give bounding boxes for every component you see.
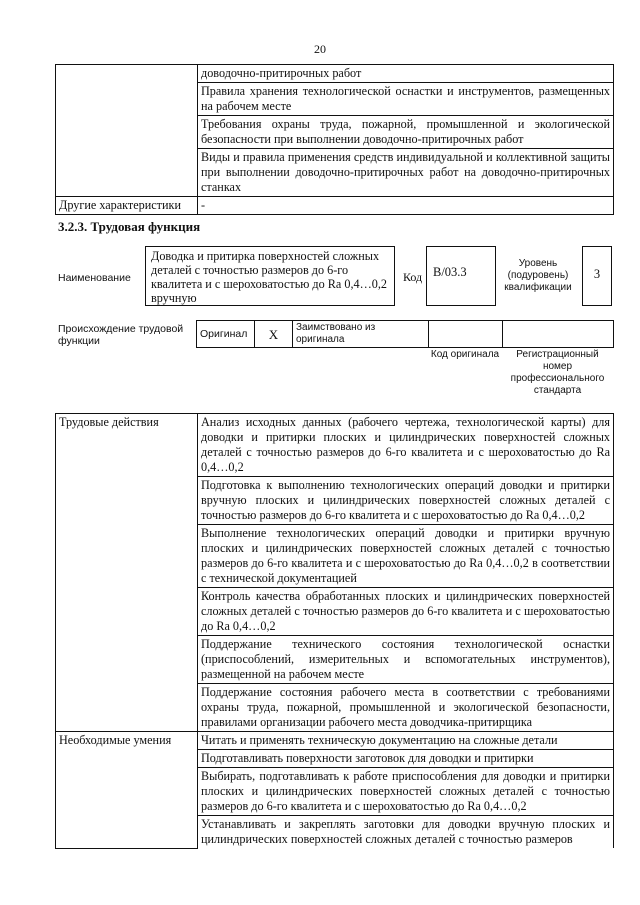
original-label: Оригинал [197,321,255,348]
action-item: Поддержание состояния рабочего места в соответствии с требованиями охраны труда, пожарной, промышленной и экологической безопасности, правилами организации рабочего места доводчика-притирщика [198,684,614,732]
original-mark: X [255,321,293,348]
code-caption: Код оригинала [430,349,500,360]
name-label: Наименование [58,272,131,284]
origin-table [196,320,614,348]
registration-number-cell [503,321,614,348]
top-table-left-cell [56,65,198,197]
function-name: Доводка и притирка поверхностей сложных деталей с точностью размеров до 6-го квалитета и с шероховатостью до Ra 0,4…0,2 вручную [145,246,395,306]
original-code-cell [429,321,503,348]
origin-label: Происхождение трудовой функции [58,323,184,347]
main-table [55,413,614,849]
action-item: Подготовка к выполнению технологических операций доводки и притирки вручную плоских и цилиндрических поверхностей сложных деталей с точностью размеров до 6-го квалитета и с шероховатостью до Ra 0,4…0,2 [198,477,614,525]
skill-item: Читать и применять техническую документацию на сложные детали [198,732,614,750]
other-characteristics-value: - [198,197,614,215]
top-table-row: доводочно-притирочных работ [198,65,614,83]
skill-item: Подготавливать поверхности заготовок для доводки и притирки [198,750,614,768]
section-title: 3.2.3. Трудовая функция [58,219,201,234]
top-table-row: Правила хранения технологической оснастки и инструментов, размещенных на рабочем месте [198,83,614,116]
qualification-level: 3 [582,246,612,306]
skill-item: Устанавливать и закреплять заготовки для доводки вручную плоских и цилиндрических поверхностей сложных деталей с точностью размеров [198,816,614,849]
other-characteristics-label: Другие характеристики [56,197,198,215]
function-code: B/03.3 [426,246,496,306]
page-number: 20 [314,42,326,56]
action-item: Выполнение технологических операций доводки и притирки вручную плоских и цилиндрических поверхностей сложных деталей с точностью размеров до 6-го квалитета и с шероховатостью до Ra 0,4…0,2 в соответствии с технической документацией [198,525,614,588]
actions-label: Трудовые действия [56,414,198,732]
borrowed-label: Заимствовано из оригинала [293,321,429,348]
top-table-row: Виды и правила применения средств индивидуальной и коллективной защиты при выполнении доводочно-притирочных работ на доводочно-притирочных станках [198,149,614,197]
action-item: Анализ исходных данных (рабочего чертежа, технологической карты) для доводки и притирки плоских и цилиндрических поверхностей сложных деталей с точностью размеров до 6-го квалитета и с шероховатостью до Ra 0,4…0,2 [198,414,614,477]
top-table-row: Требования охраны труда, пожарной, промышленной и экологической безопасности при выполнении доводочно-притирочных работ [198,116,614,149]
action-item: Контроль качества обработанных плоских и цилиндрических поверхностей сложных деталей с точностью размеров до 6-го квалитета и с шероховатостью до Ra 0,4…0,2 [198,588,614,636]
registration-caption: Регистрационный номер профессионального стандарта [510,349,605,396]
code-label: Код [403,270,423,284]
action-item: Поддержание технического состояния технологической оснастки (приспособлений, измерительных и вспомогательных инструментов), размещенной на рабочем месте [198,636,614,684]
skills-label: Необходимые умения [56,732,198,849]
skill-item: Выбирать, подготавливать к работе приспособления для доводки и притирки плоских и цилиндрических поверхностей сложных деталей с точностью размеров до 6-го квалитета и с шероховатостью до Ra 0,4…0,2 [198,768,614,816]
level-label: Уровень (подуровень) квалификации [504,258,572,293]
top-table [55,64,614,215]
